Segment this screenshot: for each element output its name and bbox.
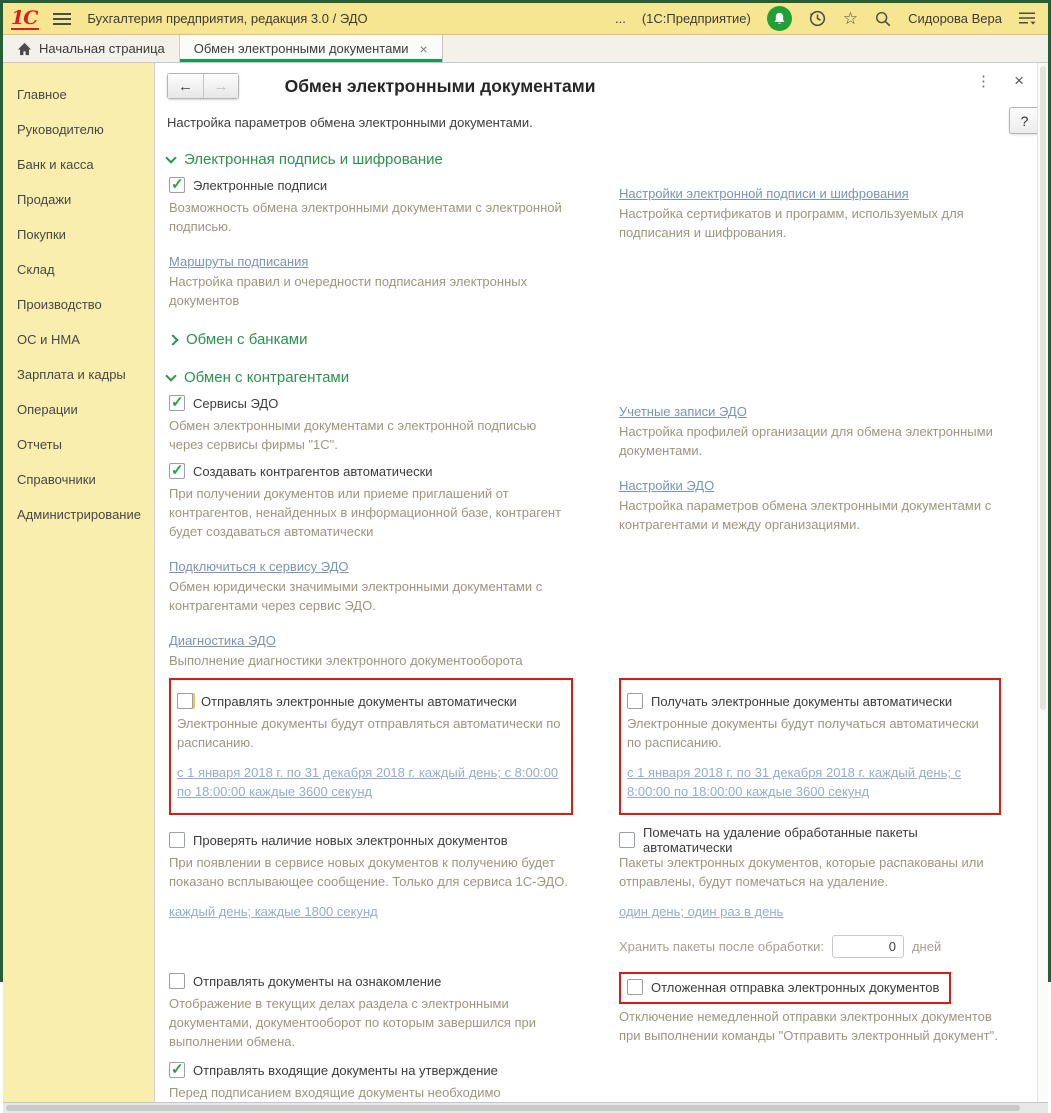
section-header-banks[interactable]: Обмен с банками — [167, 331, 1014, 348]
auto-receive-checkbox[interactable] — [627, 693, 643, 709]
setting-send-review[interactable]: Отправлять документы на ознакомление — [169, 971, 573, 991]
check-new-docs-checkbox[interactable] — [169, 832, 185, 848]
review-block: Отправлять документы на ознакомление Отображение в текущих делах раздела с электронными документами, документооборот по которым завершился при выполнении обмена. — [169, 964, 573, 1051]
mark-delete-checkbox[interactable] — [619, 832, 635, 848]
keep-packets-row — [619, 935, 1001, 958]
chevron-down-icon — [165, 152, 176, 163]
form-content — [155, 63, 1048, 1102]
auto-send-checkbox[interactable] — [177, 693, 193, 709]
form-close-icon[interactable]: × — [1014, 71, 1024, 90]
section-header-partners[interactable]: Обмен с контрагентами — [167, 369, 1014, 386]
forward-button[interactable]: → — [203, 74, 238, 98]
setting-deferred-send[interactable]: Отложенная отправка электронных документов — [627, 977, 939, 997]
signature-left-column: ✓ Электронные подписи Возможность обмена электронными документами с электронной подписью. Маршруты подписания Настройка правил и очередности подписания электронных документов — [169, 168, 573, 310]
sidebar-item-reports[interactable]: Отчеты — [17, 437, 62, 452]
service-menu-icon[interactable] — [1018, 11, 1036, 26]
approve-block: ✓ Отправлять входящие документы на утверждение Перед подписанием входящие документы необходимо — [169, 1053, 573, 1102]
bell-icon — [773, 12, 786, 26]
sidebar-item-bank-cash[interactable]: Банк и касса — [17, 157, 94, 172]
help-button[interactable]: ? — [1009, 107, 1040, 134]
title-ellipsis: ... — [615, 11, 626, 26]
vertical-scrollbar-thumb[interactable] — [1040, 66, 1046, 710]
edo-accounts-link[interactable]: Учетные записи ЭДО — [619, 404, 747, 419]
auto-send-schedule-link[interactable]: с 1 января 2018 г. по 31 декабря 2018 г. каждый день; с 8:00:00 по 18:00:00 каждые 3600 секунд — [177, 765, 559, 799]
mark-delete-block: Помечать на удаление обработанные пакеты автоматически Пакеты электронных документов, которые распакованы или отправлены, будут помечаться на удаление. один день; один раз в день Хранить пакеты после обработки: 0 дней — [619, 823, 1001, 958]
favorites-icon[interactable]: ☆ — [842, 9, 859, 28]
signature-right-column: Настройки электронной подписи и шифрования Настройка сертификатов и программ, используемых для подписания и шифрования. — [619, 186, 964, 240]
check-new-schedule-link[interactable]: каждый день; каждые 1800 секунд — [169, 904, 378, 919]
horizontal-scrollbar-thumb[interactable] — [6, 1105, 1020, 1111]
app-name-label: (1С:Предприятие) — [641, 11, 751, 26]
edo-diagnostics-link[interactable]: Диагностика ЭДО — [169, 633, 276, 648]
sidebar-item-fixed-assets[interactable]: ОС и НМА — [17, 332, 80, 347]
setting-auto-send[interactable]: Отправлять электронные документы автоматически — [177, 691, 561, 711]
chevron-right-icon — [167, 334, 178, 345]
back-button[interactable]: ← — [168, 74, 203, 98]
keep-days-input[interactable] — [832, 935, 904, 958]
setting-auto-receive[interactable]: Получать электронные документы автоматически — [627, 691, 989, 711]
highlight-deferred-send — [619, 972, 951, 1004]
setting-edo-services[interactable]: ✓ Сервисы ЭДО — [169, 393, 573, 413]
connect-edo-service-link[interactable]: Подключиться к сервису ЭДО — [169, 559, 349, 574]
setting-electronic-signatures[interactable]: ✓ Электронные подписи — [169, 175, 573, 195]
window-title: Бухгалтерия предприятия, редакция 3.0 / ЭДО — [87, 11, 368, 26]
sidebar-item-sales[interactable]: Продажи — [17, 192, 72, 207]
history-icon[interactable] — [808, 9, 827, 28]
send-review-checkbox[interactable] — [169, 973, 185, 989]
highlight-auto-receive: Получать электронные документы автоматически Электронные документы будут получаться автоматически по расписанию. с 1 января 2018 г. по 31 декабря 2018 г. каждый день; с 8:00:00 по 18:00:00 каждые 3600 секунд — [619, 678, 1001, 815]
incoming-approval-checkbox[interactable] — [169, 1062, 185, 1078]
tab-home-page[interactable]: Начальная страница — [3, 35, 180, 62]
setting-auto-create-partners[interactable]: ✓ Создавать контрагентов автоматически — [169, 461, 573, 481]
sidebar-item-warehouse[interactable]: Склад — [17, 262, 55, 277]
keep-packets-suffix: дней — [911, 939, 942, 954]
sections-panel — [3, 63, 155, 1102]
tab-close-icon[interactable]: × — [419, 40, 428, 57]
signing-routes-link[interactable]: Маршруты подписания — [169, 254, 309, 269]
section-header-signature[interactable]: Электронная подпись и шифрование — [167, 151, 1014, 168]
keep-packets-label: Хранить пакеты после обработки: — [619, 939, 824, 954]
tab-bar — [3, 35, 1048, 63]
sidebar-item-administration[interactable]: Администрирование — [17, 507, 141, 522]
auto-create-partners-checkbox[interactable] — [169, 463, 185, 479]
deferred-block: Отложенная отправка электронных документов Отключение немедленной отправки электронных документов при выполнении команды "Отправить электронный документ". — [619, 964, 1001, 1045]
home-icon — [17, 42, 32, 56]
search-icon[interactable] — [874, 10, 892, 28]
auto-receive-schedule-link[interactable]: с 1 января 2018 г. по 31 декабря 2018 г. каждый день; с 8:00:00 по 18:00:00 каждые 3600 секунд — [627, 765, 962, 799]
signature-settings-link[interactable]: Настройки электронной подписи и шифрования — [619, 186, 909, 201]
1c-logo[interactable]: 1С — [11, 6, 38, 29]
page-subtitle: Настройка параметров обмена электронными документами. — [167, 115, 533, 130]
sidebar-item-directories[interactable]: Справочники — [17, 472, 96, 487]
highlight-auto-send: Отправлять электронные документы автоматически Электронные документы будут отправляться автоматически по расписанию. с 1 января 2018 г. по 31 декабря 2018 г. каждый день; с 8:00:00 по 18:00:00 каждые 3600 секунд — [169, 678, 573, 815]
more-menu-icon[interactable]: ⋮ — [976, 73, 992, 90]
partners-right-column: Учетные записи ЭДО Настройка профилей организации для обмена электронными документами. Настройки ЭДО Настройка параметров обмена электронными документами с контрагентами и между организациями. — [619, 404, 993, 532]
check-new-block: Проверять наличие новых электронных документов При появлении в сервисе новых документов к получению будет показано всплывающее сообщение. Только для сервиса 1С-ЭДО. каждый день; каждые 1800 секунд — [169, 823, 573, 921]
edo-settings-link[interactable]: Настройки ЭДО — [619, 478, 715, 493]
electronic-signatures-checkbox[interactable] — [169, 177, 185, 193]
deferred-send-checkbox[interactable] — [627, 979, 643, 995]
sidebar-item-manager[interactable]: Руководителю — [17, 122, 104, 137]
main-menu-icon[interactable] — [53, 10, 71, 28]
sidebar-item-production[interactable]: Производство — [17, 297, 102, 312]
tab-edo-exchange[interactable]: Обмен электронными документами × — [180, 35, 443, 62]
chevron-down-icon — [165, 370, 176, 381]
partners-left-column: ✓ Сервисы ЭДО Обмен электронными документами с электронной подписью через сервисы фирмы "1С". ✓ Создавать контрагентов автоматически При получении документов или приеме приглашений от контрагентов, ненайденных в информационной базе, контрагент будет создаваться автоматически Подключиться к сервису ЭДО Обмен юридически значимыми электронными документами с контрагентами через сервис ЭДО. Диагностика ЭДО Выполнение диагностики электронного документооборота — [169, 386, 573, 670]
setting-incoming-approval[interactable]: ✓ Отправлять входящие документы на утверждение — [169, 1060, 573, 1080]
setting-check-new-docs[interactable]: Проверять наличие новых электронных документов — [169, 830, 573, 850]
notifications-button[interactable] — [767, 6, 792, 31]
horizontal-scrollbar[interactable] — [3, 1102, 1048, 1113]
sidebar-item-main[interactable]: Главное — [17, 87, 67, 102]
current-user[interactable]: Сидорова Вера — [908, 11, 1002, 26]
sidebar-item-operations[interactable]: Операции — [17, 402, 78, 417]
edo-services-checkbox[interactable] — [169, 395, 185, 411]
page-title: Обмен электронными документами — [284, 75, 596, 96]
sidebar-item-salary-hr[interactable]: Зарплата и кадры — [17, 367, 126, 382]
setting-mark-delete[interactable]: Помечать на удаление обработанные пакеты автоматически — [619, 830, 1001, 850]
mark-delete-schedule-link[interactable]: один день; один раз в день — [619, 904, 784, 919]
titlebar — [3, 3, 1048, 35]
sidebar-item-purchases[interactable]: Покупки — [17, 227, 66, 242]
vertical-scrollbar[interactable] — [1037, 63, 1048, 1102]
